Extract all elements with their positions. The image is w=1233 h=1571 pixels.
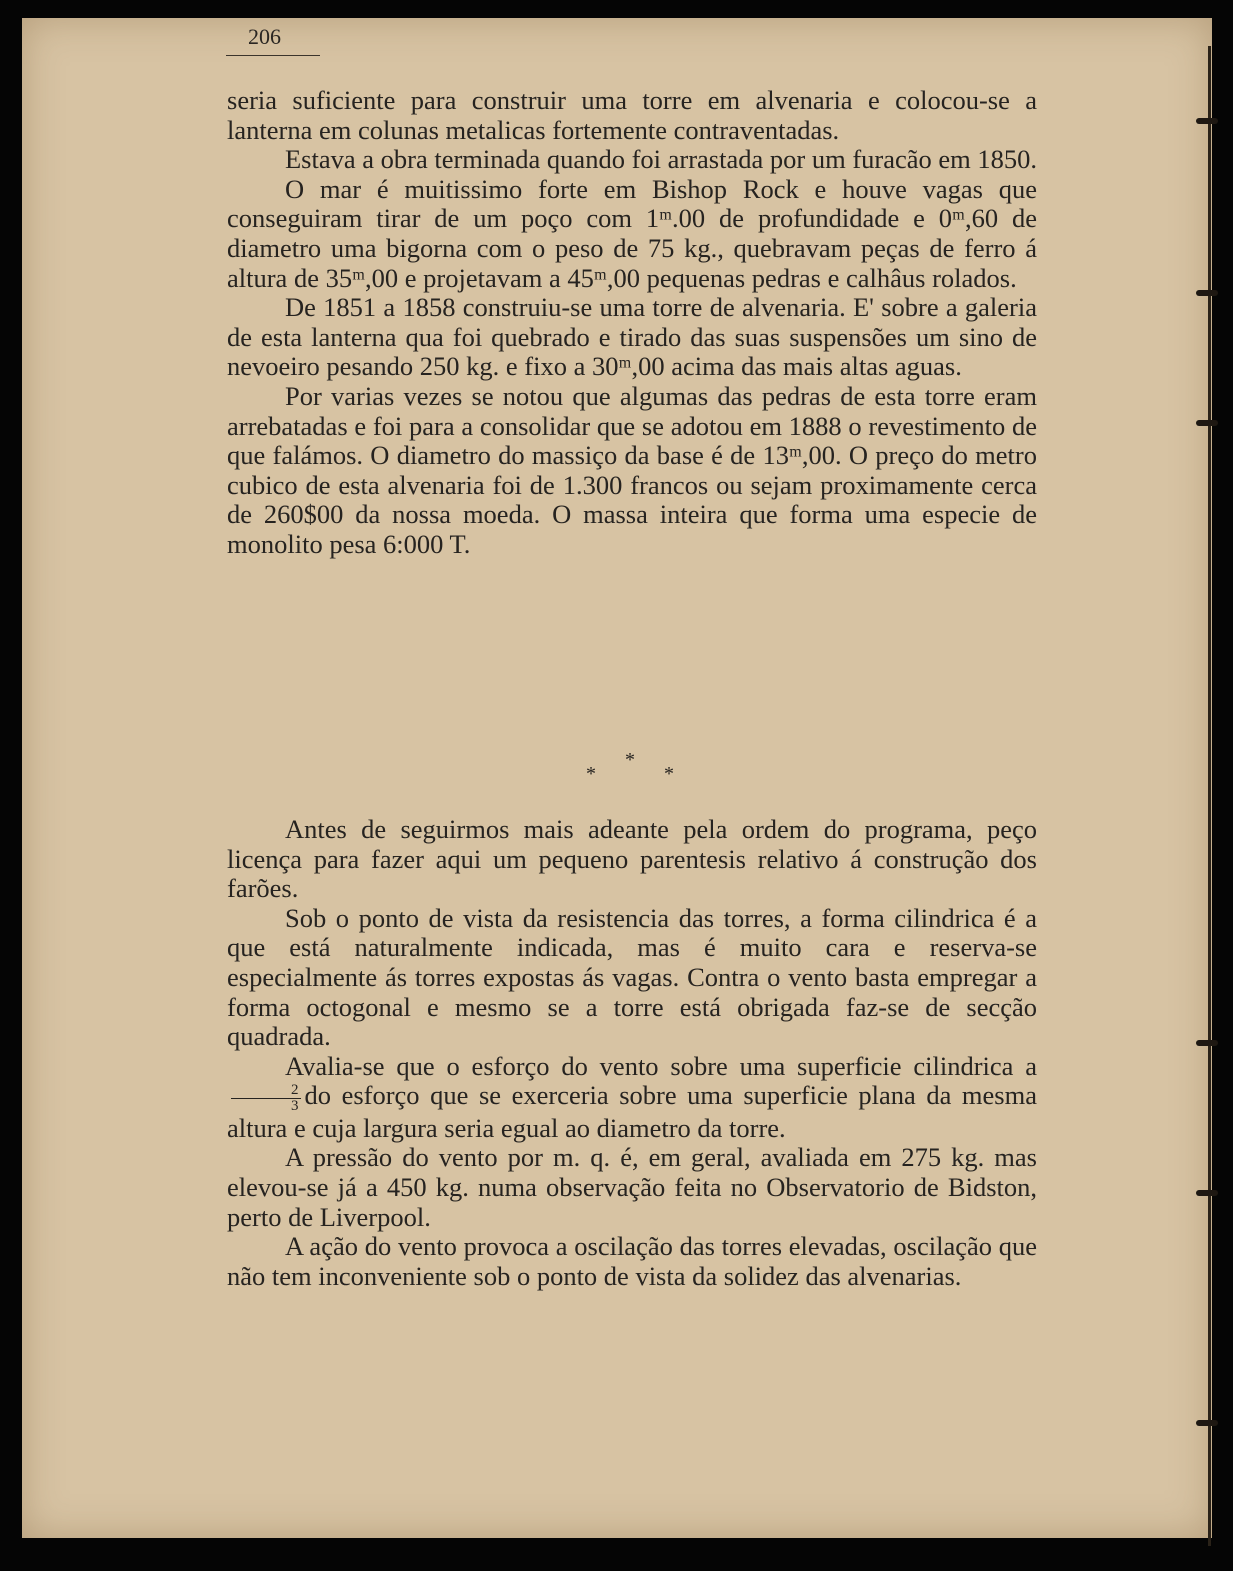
- page-number-rule: [226, 55, 320, 56]
- binding-staple: [1196, 118, 1218, 124]
- paragraph: O mar é muitissimo forte em Bishop Rock e houve vagas que conseguiram tirar de um poço com 1ᵐ.00 de profundidade e 0ᵐ,60 de diametro uma bigorna com o peso de 75 kg., quebravam peças de ferro á altura de 35ᵐ,00 e projetavam a 45ᵐ,00 pequenas pedras e calhâus rolados.: [227, 173, 1037, 293]
- binding-staple: [1196, 1040, 1218, 1046]
- fraction-denominator: 3: [291, 1097, 299, 1114]
- separator-star: *: [586, 763, 596, 785]
- binding-staple: [1196, 1420, 1218, 1426]
- fraction: [231, 1083, 301, 1114]
- fraction-numerator: 2: [231, 1083, 301, 1099]
- binding-staple: [1196, 420, 1218, 426]
- page-spine: [1208, 46, 1211, 1546]
- binding-staple: [1196, 290, 1218, 296]
- text-block-construction: [227, 815, 1037, 1291]
- paragraph: Por varias vezes se notou que algumas das pedras de esta torre eram arrebatadas e foi para a consolidar que se adotou em 1888 o revestimento de que falámos. O diametro do massiço da base é de 13ᵐ,00. O preço do metro cubico de esta alvenaria foi de 1.300 francos ou sejam proximamente cerca de 260$00 da nossa moeda. O massa inteira que forma uma especie de monolito pesa 6:000 T.: [227, 380, 1037, 559]
- paragraph: Estava a obra terminada quando foi arrastada por um furacão em 1850.: [285, 144, 1038, 175]
- paragraph: Antes de seguirmos mais adeante pela ordem do programa, peço licença para fazer aqui um pequeno parentesis relativo á construção dos farões.: [227, 814, 1037, 904]
- paragraph: De 1851 a 1858 construiu-se uma torre de alvenaria. E' sobre a galeria de esta lanterna qua foi quebrado e tirado das suas suspensões um sino de nevoeiro pesando 250 kg. e fixo a 30ᵐ,00 acima das mais altas aguas.: [227, 292, 1037, 382]
- separator-star: *: [664, 763, 674, 785]
- paragraph-with-fraction: [227, 1052, 1037, 1144]
- page-number: 206: [248, 24, 281, 49]
- section-separator: [570, 745, 690, 795]
- text-block-bishop-rock: [227, 86, 1037, 560]
- binding-staple: [1196, 1190, 1218, 1196]
- paragraph: Sob o ponto de vista da resistencia das torres, a forma cilindrica é a que está naturalmente indicada, mas é muito cara e reserva-se especialmente ás torres expostas ás vagas. Contra o vento basta empregar a forma octogonal e mesmo se a torre está obrigada faz-se de secção quadrada.: [227, 902, 1037, 1052]
- paragraph-text: Avalia-se que o esforço do vento sobre uma superficie cilindrica a: [285, 1050, 1037, 1081]
- paragraph: A pressão do vento por m. q. é, em geral, avaliada em 275 kg. mas elevou-se já a 450 kg. numa observação feita no Observatorio de Bidston, perto de Liverpool.: [227, 1142, 1037, 1232]
- separator-star: *: [625, 749, 635, 771]
- paragraph-text: do esforço que se exerceria sobre uma superficie plana da mesma altura e cuja largura seria egual ao diametro da torre.: [227, 1080, 1037, 1143]
- paragraph: A ação do vento provoca a oscilação das torres elevadas, oscilação que não tem inconveniente sob o ponto de vista da solidez das alvenarias.: [227, 1231, 1037, 1291]
- paragraph: seria suficiente para construir uma torre em alvenaria e colocou-se a lanterna em colunas metalicas fortemente contraventadas.: [227, 85, 1037, 145]
